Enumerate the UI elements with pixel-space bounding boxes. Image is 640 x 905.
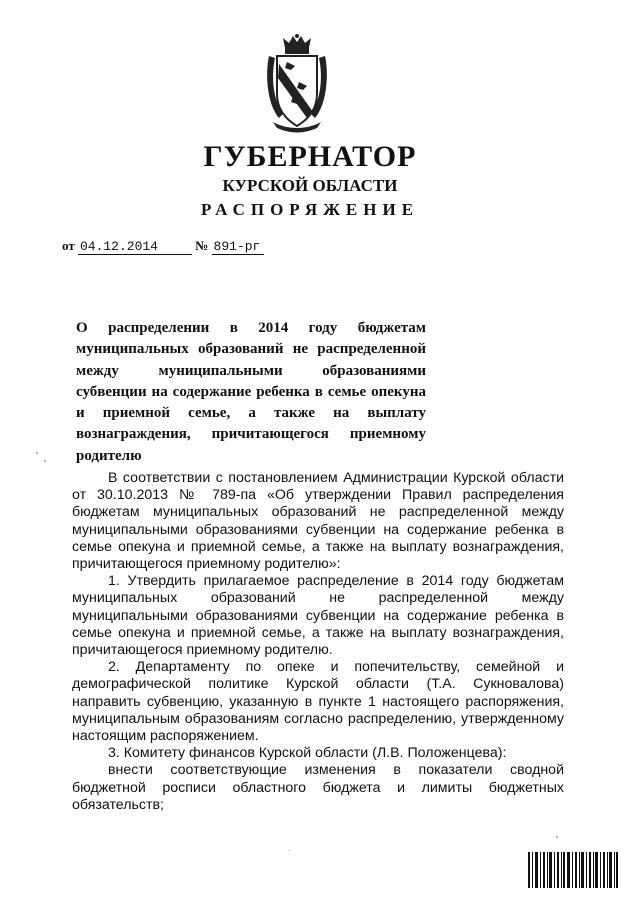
- document-body: [72, 470, 564, 814]
- barcode-image: [528, 852, 618, 888]
- scan-speck: [288, 850, 289, 851]
- scan-speck: [36, 452, 38, 454]
- preamble-paragraph: В соответствии с постановлением Администрации Курской области от 30.10.2013 № 789-па «Об утверждении Правил распределения бюджетам муниципальных образований не распределенной между муниципальными образованиями субвенции на содержание ребенка в семье опекуна и приемной семье, а также на выплату вознаграждения, причитающегося приемному родителю»:: [72, 470, 564, 573]
- region-title: КУРСКОЙ ОБЛАСТИ: [222, 176, 398, 195]
- document-number: 891-рг: [212, 239, 264, 255]
- clause-3-subitem-paragraph: внести соответствующие изменения в показатели сводной бюджетной росписи областного бюджета и лимиты бюджетных обязательств;: [72, 762, 564, 813]
- clause-2-paragraph: 2. Департаменту по опеке и попечительству, семейной и демографической политике Курской области (Т.А. Сукновалова) направить субвенцию, указанную в пункте 1 настоящего распоряжения, муниципальным образованиям согласно распределению, утвержденному настоящим распоряжением.: [72, 659, 564, 745]
- number-sign: №: [195, 238, 209, 253]
- document-type: РАСПОРЯЖЕНИЕ: [200, 200, 420, 219]
- scan-speck: [556, 836, 558, 838]
- clause-3-paragraph: 3. Комитету финансов Курской области (Л.В. Положенцева):: [108, 745, 507, 762]
- document-subject: О распределении в 2014 году бюджетам муниципальных образований не распределенной между муниципальными образованиями субвенции на содержание ребенка в семье опекуна и приемной семье, а также на выплату вознаграждения, причитающегося приемному родителю: [76, 320, 426, 464]
- coat-of-arms-emblem: [263, 34, 331, 134]
- page-title: ГУБЕРНАТОР: [203, 140, 417, 173]
- scan-speck: [44, 460, 46, 462]
- document-date: 04.12.2014: [78, 239, 192, 255]
- clause-1-paragraph: 1. Утвердить прилагаемое распределение в 2014 году бюджетам муниципальных образований не распределенной между муниципальными образованиями субвенции на содержание ребенка в семье опекуна и приемной семье, а также на выплату вознаграждения, причитающегося приемному родителю.: [72, 573, 564, 659]
- date-prefix: от: [62, 238, 75, 253]
- date-number-line: [62, 238, 264, 255]
